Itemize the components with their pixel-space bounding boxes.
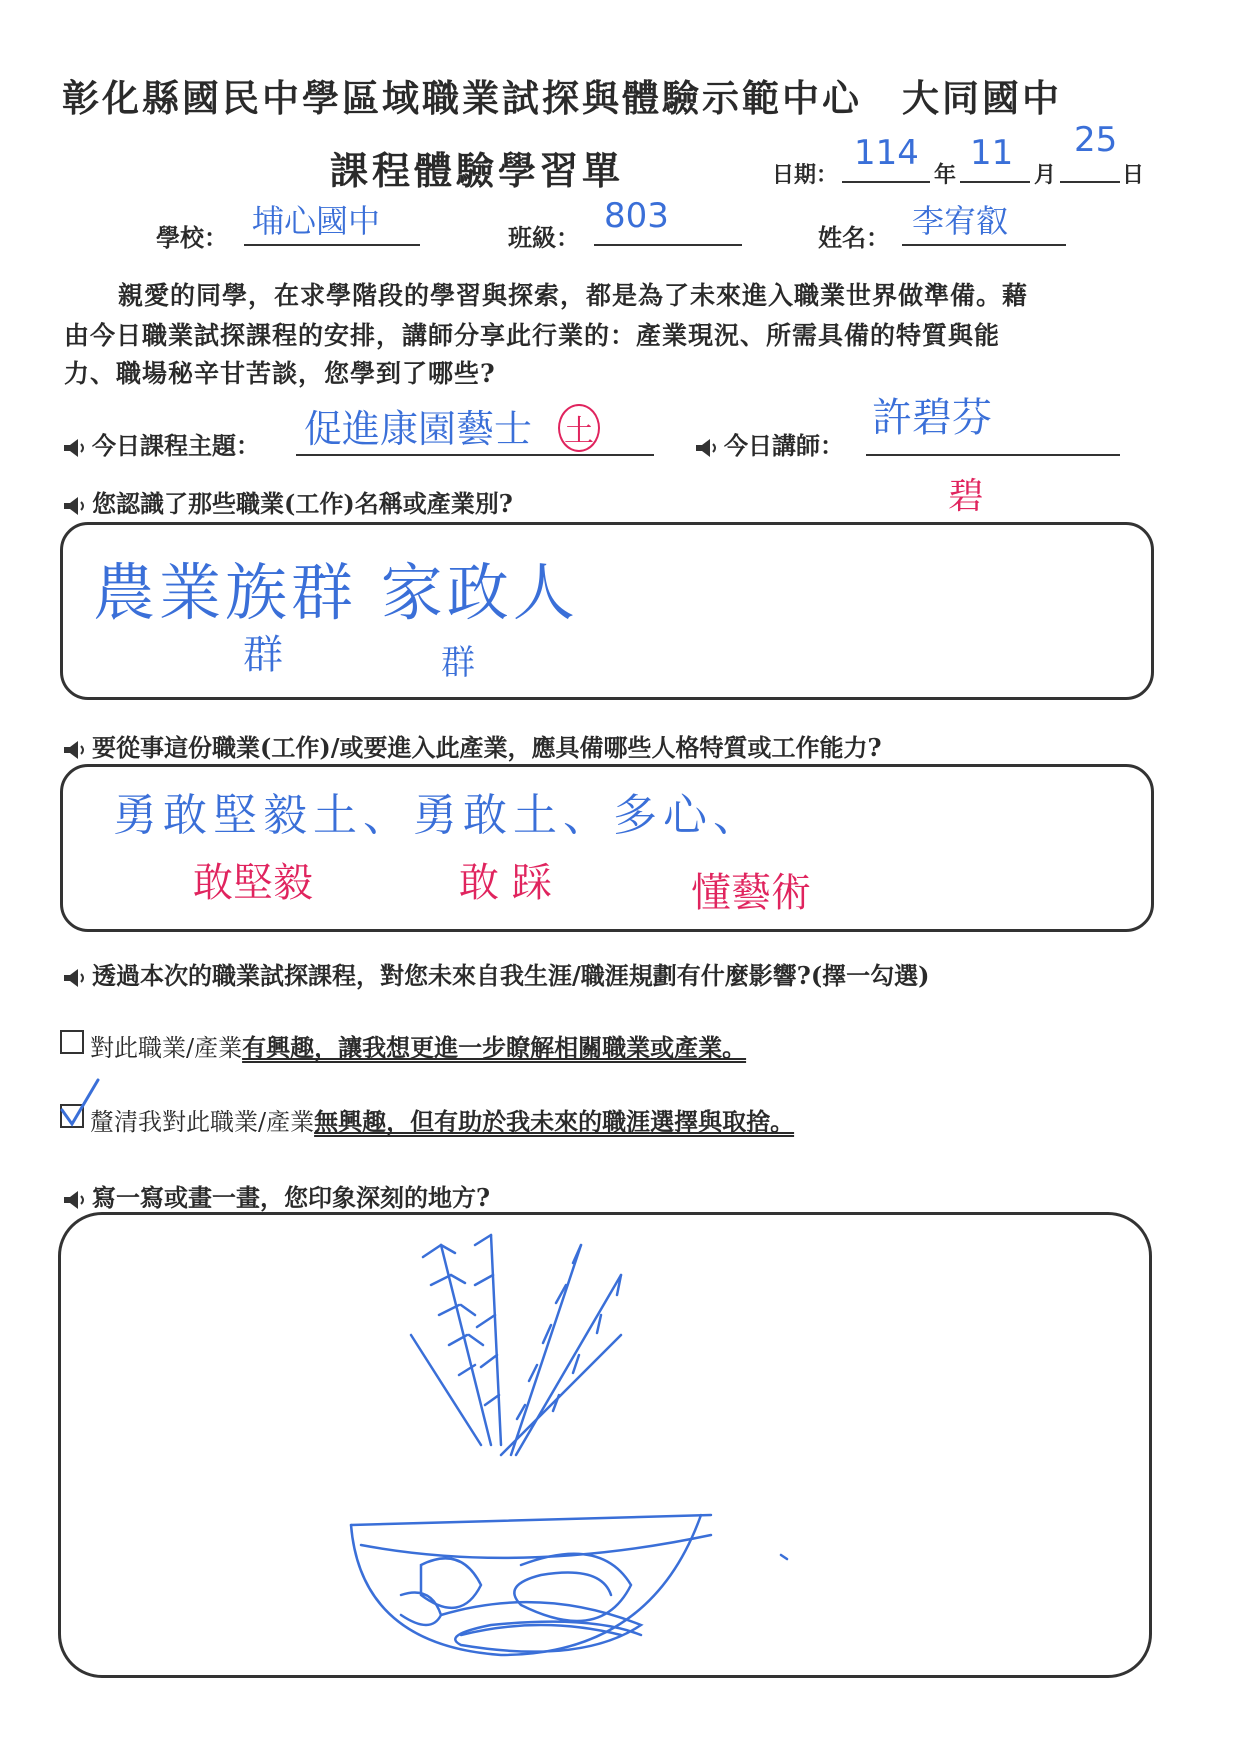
q4-drawing-box[interactable]	[58, 1212, 1152, 1678]
name-label: 姓名：	[818, 223, 890, 252]
teacher-label: 今日講師：	[724, 431, 844, 460]
date-day-field[interactable]	[1060, 120, 1120, 183]
plant-drawing	[61, 1215, 1149, 1675]
q1-answer-sub-2: 群	[441, 643, 475, 683]
name-value: 李宥叡	[912, 202, 1009, 240]
class-label: 班級：	[508, 223, 580, 252]
topic-field[interactable]	[296, 398, 654, 456]
option-2-emphasis: 無興趣，但有助於我未來的職涯選擇與取捨。	[314, 1107, 795, 1136]
class-value: 803	[604, 196, 669, 236]
school-value: 埔心國中	[252, 202, 381, 240]
topic-label: 今日課程主題：	[92, 431, 260, 460]
option-1-prefix: 對此職業/產業	[90, 1034, 243, 1062]
q2-correction-1: 敢堅毅	[193, 860, 313, 906]
date-year-field[interactable]	[842, 133, 930, 183]
school-field[interactable]	[244, 196, 420, 246]
speaker-icon	[62, 437, 90, 459]
topic-row	[62, 426, 260, 461]
q1-answer: 農業族群 家政人	[93, 556, 579, 629]
q2-row	[62, 728, 882, 763]
q2-answer-box[interactable]	[60, 764, 1154, 932]
intro-line-1: 親愛的同學，在求學階段的學習與探索，都是為了未來進入職業世界做準備。藉	[118, 281, 1029, 310]
option-1-emphasis: 有興趣，讓我想更進一步瞭解相關職業或產業。	[242, 1033, 747, 1062]
option-1-text[interactable]	[90, 1028, 746, 1063]
school-label: 學校：	[156, 223, 228, 252]
name-field[interactable]	[902, 196, 1066, 246]
q2-answer: 勇敢堅毅土、勇敢土、多心、	[113, 790, 763, 841]
form-subtitle: 課程體驗學習單	[330, 148, 625, 193]
q1-answer-sub-1: 群	[243, 632, 283, 678]
q2-correction-3: 懂藝術	[691, 870, 811, 916]
q4-question: 寫一寫或畫一畫，您印象深刻的地方?	[92, 1183, 491, 1212]
speaker-icon	[62, 739, 90, 761]
date-month-value: 11	[970, 133, 1014, 173]
class-field[interactable]	[594, 196, 742, 246]
date-month-field[interactable]	[960, 133, 1030, 183]
topic-correction: 土	[558, 404, 600, 452]
option-1-checkbox[interactable]	[60, 1030, 84, 1054]
form-title: 彰化縣國民中學區域職業試探與體驗示範中心 大同國中	[62, 76, 1062, 120]
teacher-field[interactable]	[866, 386, 1120, 456]
speaker-icon	[694, 437, 722, 459]
q1-question: 您認識了那些職業(工作)名稱或產業別?	[92, 489, 513, 518]
teacher-value: 許碧芬	[872, 395, 992, 441]
teacher-row	[694, 426, 844, 461]
speaker-icon	[62, 967, 90, 989]
q1-answer-box[interactable]	[60, 522, 1154, 700]
topic-value: 促進康園藝士	[304, 407, 533, 451]
q2-correction-2: 敢 踩	[459, 860, 552, 906]
speaker-icon	[62, 1189, 90, 1211]
month-unit: 月	[1034, 162, 1057, 188]
date-label: 日期：	[772, 162, 839, 188]
q3-question: 透過本次的職業試探課程，對您未來自我生涯/職涯規劃有什麼影響?(擇一勾選)	[92, 961, 930, 990]
option-2-text[interactable]	[90, 1102, 794, 1137]
intro-line-2: 由今日職業試探課程的安排，講師分享此行業的：產業現況、所需具備的特質與能	[64, 321, 1001, 350]
year-unit: 年	[934, 162, 957, 188]
day-unit: 日	[1122, 162, 1145, 188]
date-year-value: 114	[854, 133, 919, 173]
option-2-prefix: 釐清我對此職業/產業	[90, 1108, 315, 1136]
q4-row	[62, 1178, 490, 1213]
q3-row	[62, 956, 930, 991]
teacher-correction: 碧	[948, 476, 985, 517]
date-day-value: 25	[1074, 120, 1118, 160]
q1-row	[62, 484, 513, 519]
speaker-icon	[62, 495, 90, 517]
intro-line-3: 力、職場秘辛甘苦談，您學到了哪些?	[64, 359, 496, 388]
q2-question: 要從事這份職業(工作)/或要進入此產業，應具備哪些人格特質或工作能力?	[92, 733, 882, 762]
